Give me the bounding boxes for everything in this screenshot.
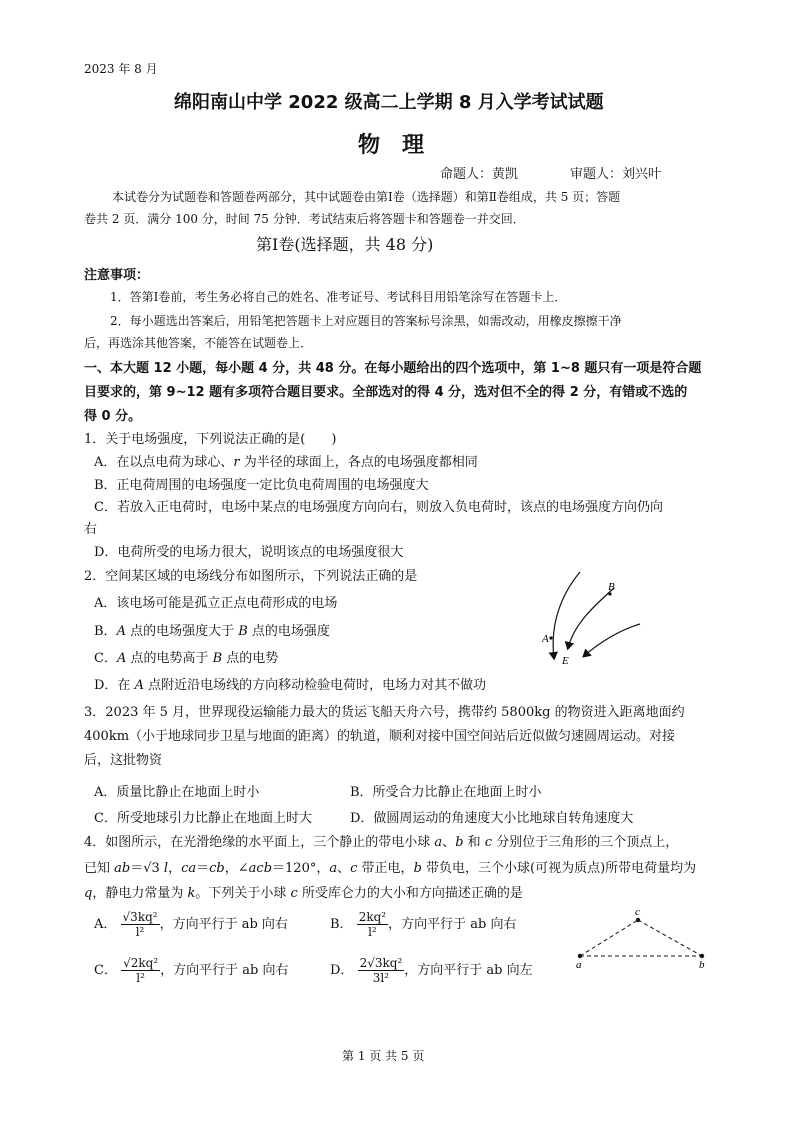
q4-option-d: D． $\frac{\text{2√3kq²}}{\text{3l²}}$ ，方向平行于 ab 向左 (330, 956, 533, 985)
q2-stem: 2．空间某区域的电场线分布如图所示，下列说法正确的是 (84, 569, 418, 584)
field-line-right (584, 624, 640, 656)
label-a: A (542, 633, 549, 645)
note-1: 1．答第Ⅰ卷前，考生务必将自己的姓名、准考证号、考试科目用铅笔涂写在答题卡上． (110, 290, 567, 304)
q4-c-numerator: √2kq² (123, 956, 159, 970)
field-line-left (553, 572, 580, 658)
ball-b (700, 954, 704, 958)
label-c: c (635, 906, 640, 918)
side-ac (580, 920, 638, 956)
q2-option-d: D．在 A 点附近沿电场线的方向移动检验电荷时，电场力对其不做功 (94, 678, 487, 693)
section-title: 第Ⅰ卷(选择题，共 48 分) (256, 235, 434, 254)
q4-option-c: C． $\frac{\text{√2kq²}}{\text{l²}}$ ，方向平行于 ab 向右 (94, 956, 289, 985)
q2-option-c: C．A 点的电势高于 B 点的电势 (94, 651, 279, 666)
q3-line-3: 后，这批物资 (84, 753, 163, 768)
exam-title: 绵阳南山中学 2022 级高二上学期 8 月入学考试试题 (174, 92, 604, 113)
q1-option-b: B．正电荷周围的电场强度一定比负电荷周围的电场强度大 (94, 478, 429, 493)
ball-a (578, 954, 582, 958)
triangle-diagram (570, 906, 716, 972)
side-cb (638, 920, 702, 956)
exam-date: 2023 年 8 月 (84, 62, 158, 76)
q3-line-2: 400km（小于地球同步卫星与地面的距离）的轨道，顺利对接中国空间站后近似做匀速圆周运动。对接 (84, 729, 676, 744)
q3-option-d: D．做圆周运动的角速度大小比地球自转角速度大 (350, 811, 634, 826)
ball-c (636, 918, 640, 922)
page-number: 第 1 页 共 5 页 (342, 1049, 425, 1063)
q4-d-denominator: 3l² (372, 971, 390, 985)
reviewer: 审题人：刘兴叶 (570, 167, 662, 182)
label-b: b (699, 959, 705, 971)
q3-option-a: A．质量比静止在地面上时小 (94, 785, 260, 800)
label-a: a (576, 959, 582, 971)
q4-d-numerator: 2√3kq² (359, 956, 403, 970)
q4-option-a: A． $\frac{\text{√3kq²}}{\text{l²}}$ ，方向平行于 ab 向右 (94, 910, 288, 939)
note-2a: 2．每小题选出答案后，用铅笔把答题卡上对应题目的答案标号涂黑，如需改动，用橡皮擦擦干净 (110, 314, 622, 328)
electric-field-diagram (530, 566, 650, 670)
q4-a-denominator: l² (135, 925, 145, 939)
proposer: 命题人：黄凯 (440, 167, 519, 182)
q1-option-a: A．在以点电荷为球心、r 为半径的球面上，各点的电场强度都相同 (94, 455, 478, 470)
part1-line-2: 目要求的，第 9~12 题有多项符合题目要求。全部选对的得 4 分，选对但不全的得 2 分，有错或不选的 (84, 385, 688, 400)
label-e: E (562, 655, 569, 667)
subject-title: 物 理 (358, 132, 425, 158)
note-2b: 后，再选涂其他答案，不能答在试题卷上． (84, 336, 313, 350)
q1-option-c-cont: 右 (84, 522, 98, 537)
q3-option-c: C．所受地球引力比静止在地面上时大 (94, 811, 312, 826)
q4-line-2: 已知 ab＝√3 l，ca＝cb，∠acb＝120°，a、c 带正电，b 带负电，三个小球(可视为质点)所带电荷量均为 (84, 861, 697, 876)
q1-option-d: D．电荷所受的电场力很大，说明该点的电场强度很大 (94, 545, 404, 560)
q1-option-c: C．若放入正电荷时，电场中某点的电场强度方向向右，则放入负电荷时，该点的电场强度方向仍向 (94, 500, 663, 515)
q3-option-b: B．所受合力比静止在地面上时小 (350, 785, 542, 800)
q3-line-1: 3．2023 年 5 月，世界现役运输能力最大的货运飞船天舟六号，携带约 5800kg 的物资进入距离地面约 (84, 705, 685, 720)
q4-line-3: q，静电力常量为 k。下列关于小球 c 所受库仑力的大小和方向描述正确的是 (84, 886, 523, 901)
q4-option-b: B． $\frac{\text{2kq²}}{\text{l²}}$ ，方向平行于 ab 向右 (330, 910, 517, 939)
part1-line-1: 一、本大题 12 小题，每小题 4 分，共 48 分。在每小题给出的四个选项中，第 1~8 题只有一项是符合题 (84, 361, 702, 376)
q4-c-denominator: l² (136, 971, 145, 985)
q2-option-b: B．A 点的电场强度大于 B 点的电场强度 (94, 624, 330, 639)
intro-line-1: 本试卷分为试题卷和答题卷两部分，其中试题卷由第Ⅰ卷（选择题）和第Ⅱ卷组成，共 5 页；答题 (112, 190, 621, 204)
q4-b-numerator: 2kq² (358, 910, 387, 924)
q2-option-a: A．该电场可能是孤立正点电荷形成的电场 (94, 596, 338, 611)
q1-stem: 1．关于电场强度，下列说法正确的是( ) (84, 432, 337, 447)
q4-line-1: 4．如图所示，在光滑绝缘的水平面上，三个静止的带电小球 a、b 和 c 分别位于三角形的三个顶点上， (84, 835, 679, 850)
q4-b-denominator: l² (368, 925, 377, 939)
point-a (549, 636, 552, 639)
label-b: B (608, 581, 615, 593)
q4-a-numerator: √3kq² (122, 910, 158, 924)
intro-line-2: 卷共 2 页．满分 100 分，时间 75 分钟．考试结束后将答题卡和答题卷一并交回． (84, 212, 525, 226)
notes-heading: 注意事项： (84, 268, 150, 283)
part1-line-3: 得 0 分。 (84, 409, 142, 424)
